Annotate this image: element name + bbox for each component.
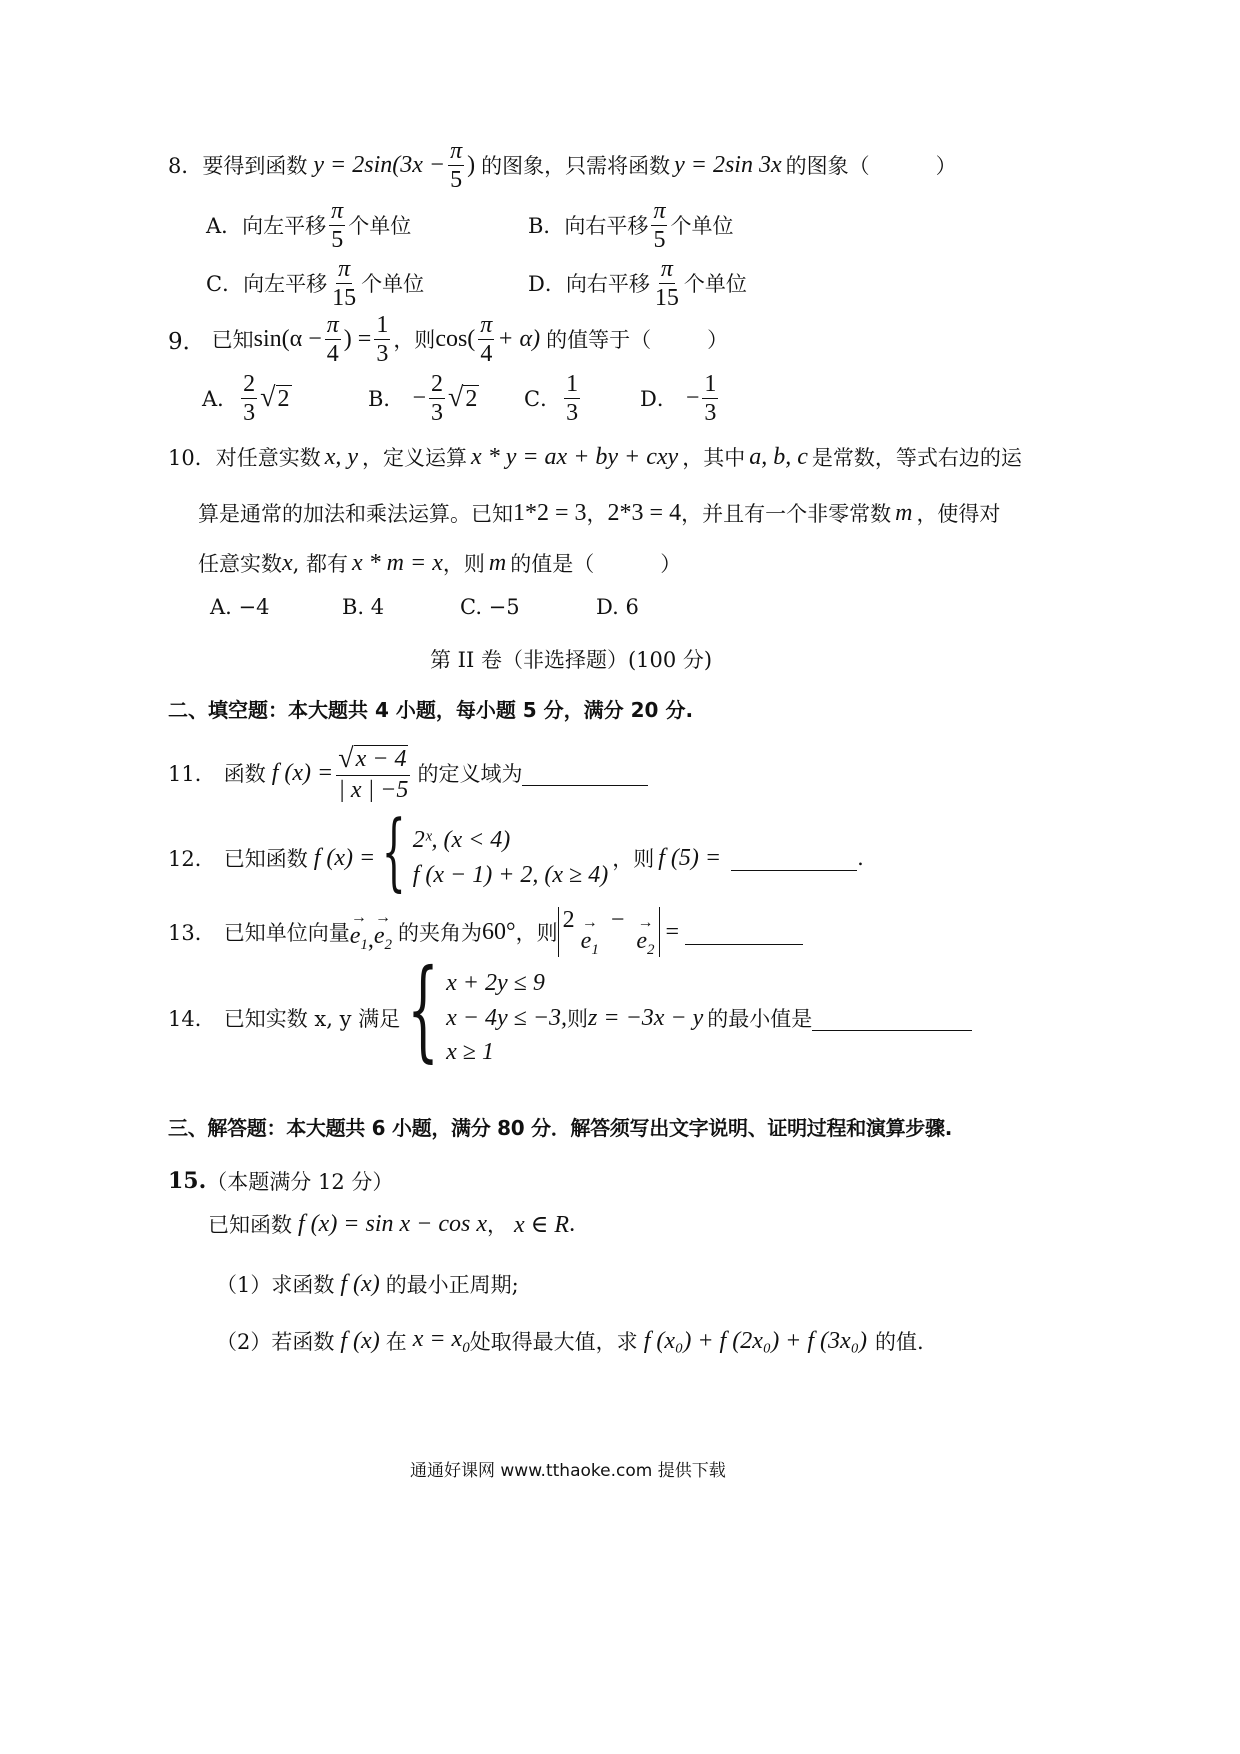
- q8-option-den: 15: [654, 284, 679, 311]
- q13-text-c: ，则: [515, 921, 558, 945]
- q15-part2-x-sub: 0: [462, 1339, 470, 1356]
- q9-known: 已知: [211, 328, 254, 352]
- q13-text-b: 的夹角为: [398, 921, 483, 945]
- q8-option-label: A．向左平移: [206, 214, 327, 238]
- q10-x: x: [282, 549, 293, 576]
- q9-option-num: 1: [566, 370, 579, 397]
- q10-eq3: x * m = x: [352, 549, 443, 576]
- q15-part2: [216, 1324, 924, 1358]
- q8-text-c: 的图象（: [785, 154, 870, 178]
- q9-option-c: [524, 372, 640, 425]
- q10-text: 的值是（: [510, 552, 595, 576]
- q8-option-tail: 个单位: [683, 272, 747, 296]
- q13-number: 13．: [168, 921, 216, 945]
- q12-fx: f (x) =: [313, 844, 376, 871]
- q8-option-frac: [329, 199, 345, 252]
- page-footer: 通通好课网 www.tthaoke.com 提供下载: [410, 1461, 726, 1481]
- q8-text-a: 要得到函数: [202, 154, 308, 178]
- q10-eq1: 1*2 = 3: [513, 499, 587, 526]
- q11-numerator: [336, 742, 410, 776]
- q10-line2: [198, 496, 1000, 530]
- q9-option-radicand: 2: [465, 385, 478, 412]
- q10-option-c: C. −5: [460, 595, 520, 619]
- q15-part1: [216, 1268, 519, 1300]
- q9-four: 4: [326, 340, 339, 367]
- q9-pi-over-4: [325, 313, 341, 366]
- q10-option-b: B. 4: [342, 595, 385, 619]
- q8-option-tail: 个单位: [348, 214, 412, 238]
- q10-option-d: D. 6: [596, 595, 639, 619]
- part2-title: 第 II 卷（非选择题）(100 分): [430, 648, 713, 672]
- q9-one: 1: [376, 311, 389, 338]
- q13-comma: ,: [367, 927, 374, 953]
- q14-answer-blank[interactable]: [812, 1006, 972, 1031]
- q8-eq1-den: 5: [450, 166, 463, 193]
- q11-text-b: 的定义域为: [417, 762, 523, 786]
- q9-option-label: D．: [640, 387, 678, 411]
- q8-eq1-pi: π: [450, 137, 463, 164]
- q13-e1-vector: [580, 913, 599, 958]
- q13-two: 2: [562, 906, 575, 933]
- q15-part2-f: f (x): [340, 1327, 380, 1354]
- q8-option-label: D．向右平移: [528, 272, 650, 296]
- q15-part2-sum: f (x₀) + f (2x₀) + f (3x₀): [643, 1327, 868, 1354]
- q9-cos-close: + α): [497, 325, 541, 352]
- q10-eq2: 2*3 = 4: [607, 499, 682, 526]
- q12-text-b: ，则: [612, 847, 655, 871]
- q8-eq2: y = 2sin 3x: [674, 151, 782, 178]
- q9-four: 4: [480, 340, 493, 367]
- q12-end: .: [857, 846, 864, 870]
- q14-constraint-3: x ≥ 1: [446, 1039, 494, 1065]
- q9-then: ，则: [393, 328, 436, 352]
- q9-close: ）: [707, 328, 729, 352]
- q8-option-label: B．向右平移: [528, 214, 649, 238]
- q8-option-den: 5: [653, 226, 666, 253]
- q9-eq-close: ) =: [343, 325, 372, 352]
- q12-brace: {: [381, 802, 406, 900]
- q15-part1-tail: 的最小正周期;: [385, 1273, 519, 1297]
- q10-m: m: [895, 499, 913, 526]
- q8-stem: [168, 137, 957, 193]
- q13-e2-sub: 2: [384, 936, 393, 953]
- q10-text: ，其中: [682, 446, 746, 470]
- q15-given: [208, 1208, 575, 1240]
- q9-option-radicand: 2: [277, 385, 290, 412]
- vector-arrow-icon: →: [637, 913, 654, 931]
- q10-operation: x * y = ax + by + cxy: [471, 443, 679, 470]
- q8-option-d: [528, 255, 747, 311]
- q14-constraint-2: x − 4y ≤ −3,: [446, 1004, 568, 1031]
- q11-text-a: 函数: [223, 762, 266, 786]
- q10-text: ，则: [442, 552, 485, 576]
- vector-arrow-icon: →: [374, 908, 391, 926]
- q8-option-frac: [653, 257, 681, 310]
- q10-line3: [198, 546, 681, 580]
- q10-number: 10．: [168, 446, 216, 470]
- q13-text-a: 已知单位向量: [223, 921, 350, 945]
- q10-abc: a, b, c: [749, 443, 808, 470]
- q10-text: ，并且有一个非零常数: [681, 502, 892, 526]
- q12-f5: f (5) =: [658, 844, 722, 871]
- q11-frac: [336, 742, 410, 803]
- q8-option-num: π: [660, 255, 673, 282]
- q13-e2: e: [373, 922, 385, 949]
- q8-option-frac: [651, 199, 667, 252]
- q8-option-c: [206, 255, 425, 311]
- q9-number: 9．: [168, 328, 206, 355]
- q11-radicand: x − 4: [355, 746, 407, 773]
- q9-option-frac: [241, 372, 257, 425]
- q10-xy: x, y: [324, 443, 359, 470]
- q15-part1-f: f (x): [340, 1270, 380, 1297]
- q8-option-b: [528, 197, 734, 253]
- q8-eq1-frac: [448, 139, 464, 192]
- q15-given-text: 已知函数: [208, 1213, 292, 1237]
- q13-angle: 60°: [482, 918, 516, 945]
- q11-sqrt: √ x − 4: [338, 742, 407, 774]
- q8-option-label: C．向左平移: [206, 272, 328, 296]
- q9-option-a: [202, 372, 368, 425]
- q10-text: ，定义运算: [362, 446, 468, 470]
- q15-part2-label: （2）若函数: [216, 1330, 335, 1354]
- q13-e2-vector: [636, 913, 655, 958]
- q10-text: 对任意实数: [215, 446, 321, 470]
- q9-options: [202, 370, 721, 426]
- q13: [168, 906, 803, 958]
- section3-heading: 三、解答题：本大题共 6 小题，满分 80 分．解答须写出文字说明、证明过程和演算步骤.: [168, 1116, 952, 1140]
- q10-text: 算是通常的加法和乘法运算。已知: [198, 502, 513, 526]
- q15-score: （本题满分 12 分）: [206, 1170, 394, 1194]
- q10-m: m: [488, 549, 507, 576]
- q13-e2-vector: [373, 908, 393, 953]
- q15-part2-a: 在: [385, 1330, 407, 1354]
- q11-fx: f (x) =: [271, 759, 334, 786]
- q10-options: [210, 592, 639, 622]
- q15-given-end: .: [569, 1210, 576, 1237]
- q8-text-b: 的图象，只需将函数: [481, 154, 671, 178]
- q9-option-sign: −: [685, 384, 700, 411]
- q8-option-tail: 个单位: [670, 214, 734, 238]
- q9-one-third: [374, 313, 390, 366]
- q15-part2-x-text: x = x: [412, 1325, 463, 1352]
- q13-equals: =: [665, 918, 680, 945]
- q13-e1-sub: 1: [360, 936, 368, 953]
- q14-text-a: 已知实数 x, y 满足: [223, 1007, 401, 1031]
- q15-given-sep: ，: [487, 1213, 508, 1237]
- q8-eq1-close: ): [467, 151, 476, 178]
- q12-cases: [413, 827, 609, 889]
- vector-arrow-icon: →: [581, 913, 598, 931]
- q11-answer-blank[interactable]: [522, 761, 648, 786]
- q9-sin-open: sin(α −: [253, 325, 322, 352]
- q15-function: f (x) = sin x − cos x: [298, 1210, 487, 1237]
- section2-heading: 二、填空题：本大题共 4 小题，每小题 5 分，满分 20 分.: [168, 698, 694, 722]
- q8-number: 8．: [168, 154, 203, 178]
- q10-option-a: A. −4: [210, 595, 270, 619]
- q14: [168, 945, 972, 1073]
- q10-text: ，使得对: [916, 502, 1001, 526]
- vector-arrow-icon: →: [350, 908, 367, 926]
- q9-option-den: 3: [704, 399, 717, 426]
- q9-option-label: C．: [524, 387, 562, 411]
- q15-part2-x: [413, 1326, 470, 1357]
- q13-e2: e: [636, 927, 648, 954]
- q9-option-den: 3: [566, 399, 579, 426]
- q9-option-num: 2: [430, 370, 443, 397]
- q14-text-b: 的最小值是: [707, 1007, 813, 1031]
- q9-option-den: 3: [243, 399, 256, 426]
- q8-option-a: [206, 197, 412, 253]
- q9-option-frac: [429, 372, 445, 425]
- q8-eq1-lhs: y = 2sin(3x −: [313, 151, 446, 178]
- q8-option-den: 5: [331, 226, 344, 253]
- q9-option-sqrt: √ 2: [447, 382, 478, 413]
- q15-part1-label: （1）求函数: [216, 1273, 335, 1297]
- q14-number: 14．: [168, 1007, 216, 1031]
- q14-then: 则: [567, 1007, 589, 1031]
- q9-pi: π: [480, 311, 493, 338]
- q11-number: 11．: [168, 762, 216, 786]
- q15-part2-b: 处取得最大值，求: [469, 1330, 638, 1354]
- q10-text: ，: [586, 502, 608, 526]
- q9-option-sign: −: [412, 384, 426, 411]
- q9-cos-open: cos(: [435, 325, 476, 352]
- q9-stem: [168, 311, 729, 367]
- q10-text: 是常数，等式右边的运: [811, 446, 1022, 470]
- q9-option-frac: [702, 372, 718, 425]
- q13-answer-blank[interactable]: [685, 920, 803, 945]
- q9-option-d: [640, 372, 721, 425]
- q13-minus: −: [610, 906, 625, 933]
- q9-option-label: A．: [202, 387, 239, 411]
- q8-option-num: π: [338, 255, 351, 282]
- q9-option-den: 3: [430, 399, 443, 426]
- q9-tail: 的值等于（: [546, 328, 652, 352]
- q12-answer-blank[interactable]: [731, 846, 857, 871]
- q10-close: ）: [660, 552, 682, 576]
- q10-text: , 都有: [292, 552, 349, 576]
- q12-number: 12．: [168, 847, 216, 871]
- q12-case-2: f (x − 1) + 2, (x ≥ 4): [412, 862, 609, 888]
- q9-option-num: 2: [243, 370, 256, 397]
- q8-close: ）: [935, 154, 957, 178]
- q9-three: 3: [376, 340, 389, 367]
- q14-constraints: [446, 970, 972, 1066]
- q9-pi: π: [326, 311, 339, 338]
- q9-option-frac: [564, 372, 580, 425]
- q11: [168, 740, 648, 806]
- q13-e2-sub: 2: [647, 941, 655, 958]
- q12: [168, 802, 864, 900]
- q15-header: [168, 1166, 393, 1196]
- q12-case-1: 2ˣ, (x < 4): [412, 827, 511, 853]
- q8-option-num: π: [653, 197, 666, 224]
- q9-pi-over-4b: [478, 313, 494, 366]
- q14-constraint-2-row: [446, 1003, 972, 1033]
- q15-part2-tail: 的值.: [875, 1330, 924, 1354]
- q8-option-num: π: [331, 197, 344, 224]
- q14-constraint-1: x + 2y ≤ 9: [446, 970, 545, 996]
- q9-option-label: B．: [368, 387, 405, 411]
- q8-option-tail: 个单位: [361, 272, 425, 296]
- q9-option-num: 1: [704, 370, 717, 397]
- q14-brace: {: [407, 945, 439, 1073]
- q15-domain: x ∈ R: [514, 1211, 570, 1238]
- q9-option-sqrt: √ 2: [260, 382, 290, 413]
- q13-e1: e: [580, 927, 592, 954]
- q8-option-frac: [330, 257, 358, 310]
- q10-line1: [168, 440, 1022, 474]
- q15-number: 15.: [168, 1168, 207, 1194]
- q13-e1: e: [349, 922, 361, 949]
- q13-magnitude: [558, 907, 660, 958]
- q9-option-b: [368, 372, 524, 425]
- q13-e1-vector: [349, 908, 368, 953]
- q8-option-den: 15: [332, 284, 357, 311]
- q11-denominator: | x | −5: [338, 776, 409, 803]
- q14-objective: z = −3x − y: [588, 1004, 704, 1031]
- q12-text-a: 已知函数: [223, 847, 308, 871]
- q13-e1-sub: 1: [591, 941, 599, 958]
- q10-text: 任意实数: [198, 552, 282, 576]
